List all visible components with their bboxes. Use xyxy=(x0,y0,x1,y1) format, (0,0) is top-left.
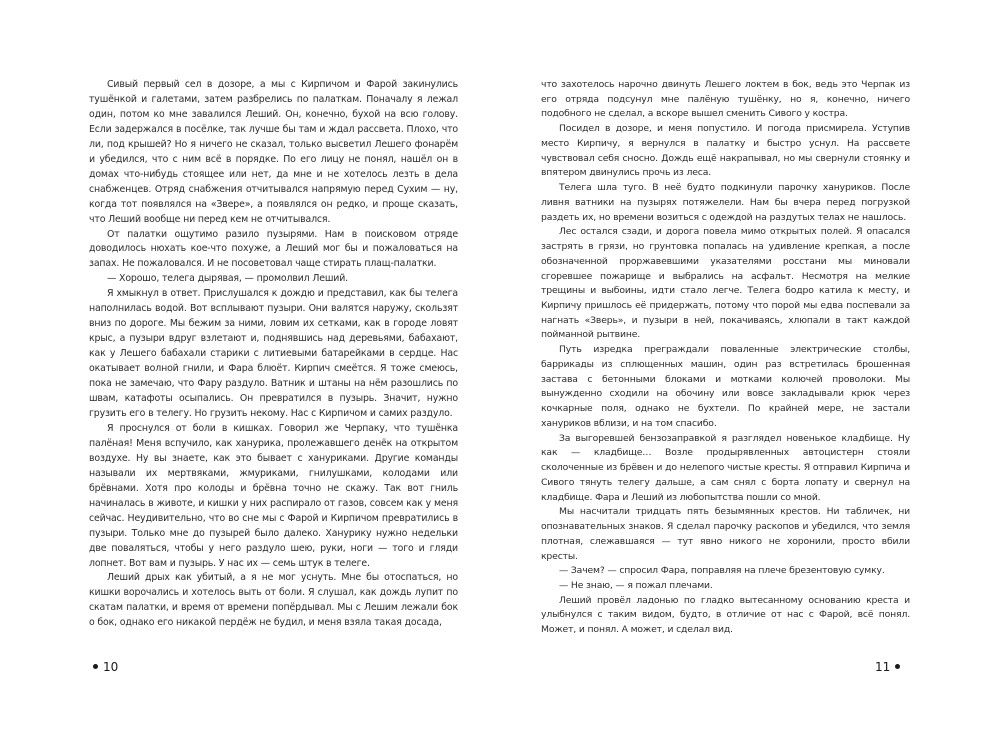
paragraph: Мы насчитали тридцать пять безымянных крестов. Ни табличек, ни опознавательных знаков. Я сделал парочку раскопов и убедился, что земля плотная, слежавшаяся — тут явно никого не хоронили, просто вбили кресты. xyxy=(541,506,910,562)
page-number-text: 10 xyxy=(103,660,119,674)
paragraph: Посидел в дозоре, и меня попустило. И погода присмирела. Уступив место Кирпичу, я вернулся в палатку и быстро уснул. На рассвете чувствовал себя сносно. Дождь ещё накрапывал, но мы свернули стоянку и впятером двинулись прочь из леса. xyxy=(541,123,910,179)
right-text-column xyxy=(541,78,910,638)
page-number-left xyxy=(88,659,118,675)
paragraph: Леший провёл ладонью по гладко вытесанному основанию креста и улыбнулся с таким видом, будто, в отличие от нас с Фарой, всё понял. Может, и понял. А может, и сделал вид. xyxy=(541,594,910,636)
paragraph: что захотелось нарочно двинуть Лешего локтем в бок, ведь это Черпак из его отряда подсунул мне палёную тушёнку, но я, конечно, ничего подобного не сделал, а вскоре вышел сменить Сивого у костра. xyxy=(541,79,910,120)
right-page xyxy=(500,0,1000,750)
paragraph: Я хмыкнул в ответ. Прислушался к дождю и представил, как бы телега наполнилась водой. Вот всплывают пузыри. Они валятся наружу, скользят вниз по дороге. Мы бежим за ними, ловим их сетками, как в городе ловят крыс, а пузыри вдруг взлетают и, поднявшись над деревьями, бабахают, как у Лешего бабахали старики с литиевыми батарейками в сердце. Нас окатывает волной гнили, и Фара блюёт. Кирпич смеётся. Я тоже смеюсь, пока не замечаю, что Фару раздуло. Ватник и штаны на нём разошлись по швам, катафоты осыпались. Он превратился в пузырь. Значит, нужно грузить его в телегу. Но грузить некому. Нас с Кирпичом и самих раздуло. xyxy=(89,288,458,419)
page-number-text: 11 xyxy=(875,660,891,674)
paragraph: За выгоревшей бензозаправкой я разглядел новенькое кладбище. Ну как — кладбище… Возле продырявленных автоцистерн стояли сколоченные из брёвен и до нелепого чистые кресты. Я отправил Кирпича и Сивого тянуть телегу дальше, а сам снял с борта лопату и свернул на кладбище. Фара и Леший из любопытства пошли со мной. xyxy=(541,432,910,503)
paragraph: Сивый первый сел в дозоре, а мы с Кирпичом и Фарой закинулись тушёнкой и галетами, затем разбрелись по палаткам. Поначалу я лежал один, потом ко мне завалился Леший. Он, конечно, бухой на всю голову. Если задержался в посёлке, так лучше бы там и ждал рассвета. Плохо, что ли, под крышей? Но я ничего не сказал, только высветил Лешего фонарём и убедился, что с ним всё в порядке. По его лицу не понял, нашёл он в домах что-нибудь стоящее или нет, да мне и не хотелось лезть в дела снабженцев. Отряд снабжения отчитывался напрямую перед Сухим — ну, когда тот появлялся на «Звере», а появлялся он редко, и проще сказать, что Леший вообще ни перед кем не отчитывался. xyxy=(89,79,458,225)
folio-bullet-icon xyxy=(895,664,900,669)
folio-bullet-icon xyxy=(93,664,98,669)
paragraph: — Хорошо, телега дырявая, — промолвил Леший. xyxy=(107,273,348,285)
paragraph: Путь изредка преграждали поваленные электрические столбы, баррикады из сплющенных машин, один раз встретилась брошенная застава с бетонными блоками и мотками колючей проволоки. Мы вынужденно сходили на обочину или вовсе закладывали крюк через кочкарные поля, однако не бухтели. По крайней мере, не застали хануриков вблизи, и на том спасибо. xyxy=(541,344,910,429)
paragraph: — Зачем? — спросил Фара, поправляя на плече брезентовую сумку. xyxy=(559,565,885,577)
paragraph: Леший дрых как убитый, а я не мог уснуть. Мне бы отоспаться, но кишки ворочались и хотелось выть от боли. Я слушал, как дождь лупит по скатам палатки, и время от времени попёрдывал. Мы с Лешим лежали бок о бок, однако его никакой пердёж не будил, и меня взяла такая досада, xyxy=(89,572,458,629)
paragraph: Лес остался сзади, и дорога повела мимо открытых полей. Я опасался застрять в грязи, но грунтовка попалась на удивление крепкая, а после обозначенной проржавевшими указателями росстани мы миновали сгоревшее пожарище и выбрались на асфальт. Несмотря на мелкие трещины и выбоины, идти стало легче. Телега бодро катила к месту, и Кирпичу пришлось её придержать, потому что порой мы едва поспевали за нагнать «Зверь», и пузыри в ней, покачиваясь, хлюпали в такт каждой пойманной рытвине. xyxy=(541,226,910,341)
paragraph: — Не знаю, — я пожал плечами. xyxy=(559,579,713,591)
left-text-column xyxy=(89,78,458,631)
paragraph: От палатки ощутимо разило пузырями. Нам в поисковом отряде доводилось нюхать кое-что похуже, а Леший мог бы и пожаловаться на запах. Не пожаловался. И не посоветовал чаще стирать плащ-палатки. xyxy=(89,228,458,270)
paragraph: Телега шла туго. В неё будто подкинули парочку хануриков. После ливня ватники на пузырях потяжелели. Нам бы вчера перед погрузкой раздеть их, но времени возиться с одеждой на раздутых телах не нашлось. xyxy=(541,182,910,223)
page-number-right xyxy=(875,659,905,675)
paragraph: Я проснулся от боли в кишках. Говорил же Черпаку, что тушёнка палёная! Меня вспучило, как ханурика, пролежавшего денёк на открытом воздухе. Ну вы знаете, как это бывает с хануриками. Другие команды называли их мертвяками, жмуриками, гнилушками, колодами или брёвнами. Хотя про колоды и брёвна точно не скажу. Так вот гниль начиналась в животе, и кишки у них распирало от газов, совсем как у меня сейчас. Неудивительно, что во сне мы с Фарой и Кирпичом превратились в пузыри. Только мне до пузырей было далеко. Ханурику нужно недельки две поваляться, чтобы у него раздуло шею, руки, ноги — того и гляди лопнет. Вот вам и пузырь. У нас их — семь штук в телеге. xyxy=(89,422,458,569)
